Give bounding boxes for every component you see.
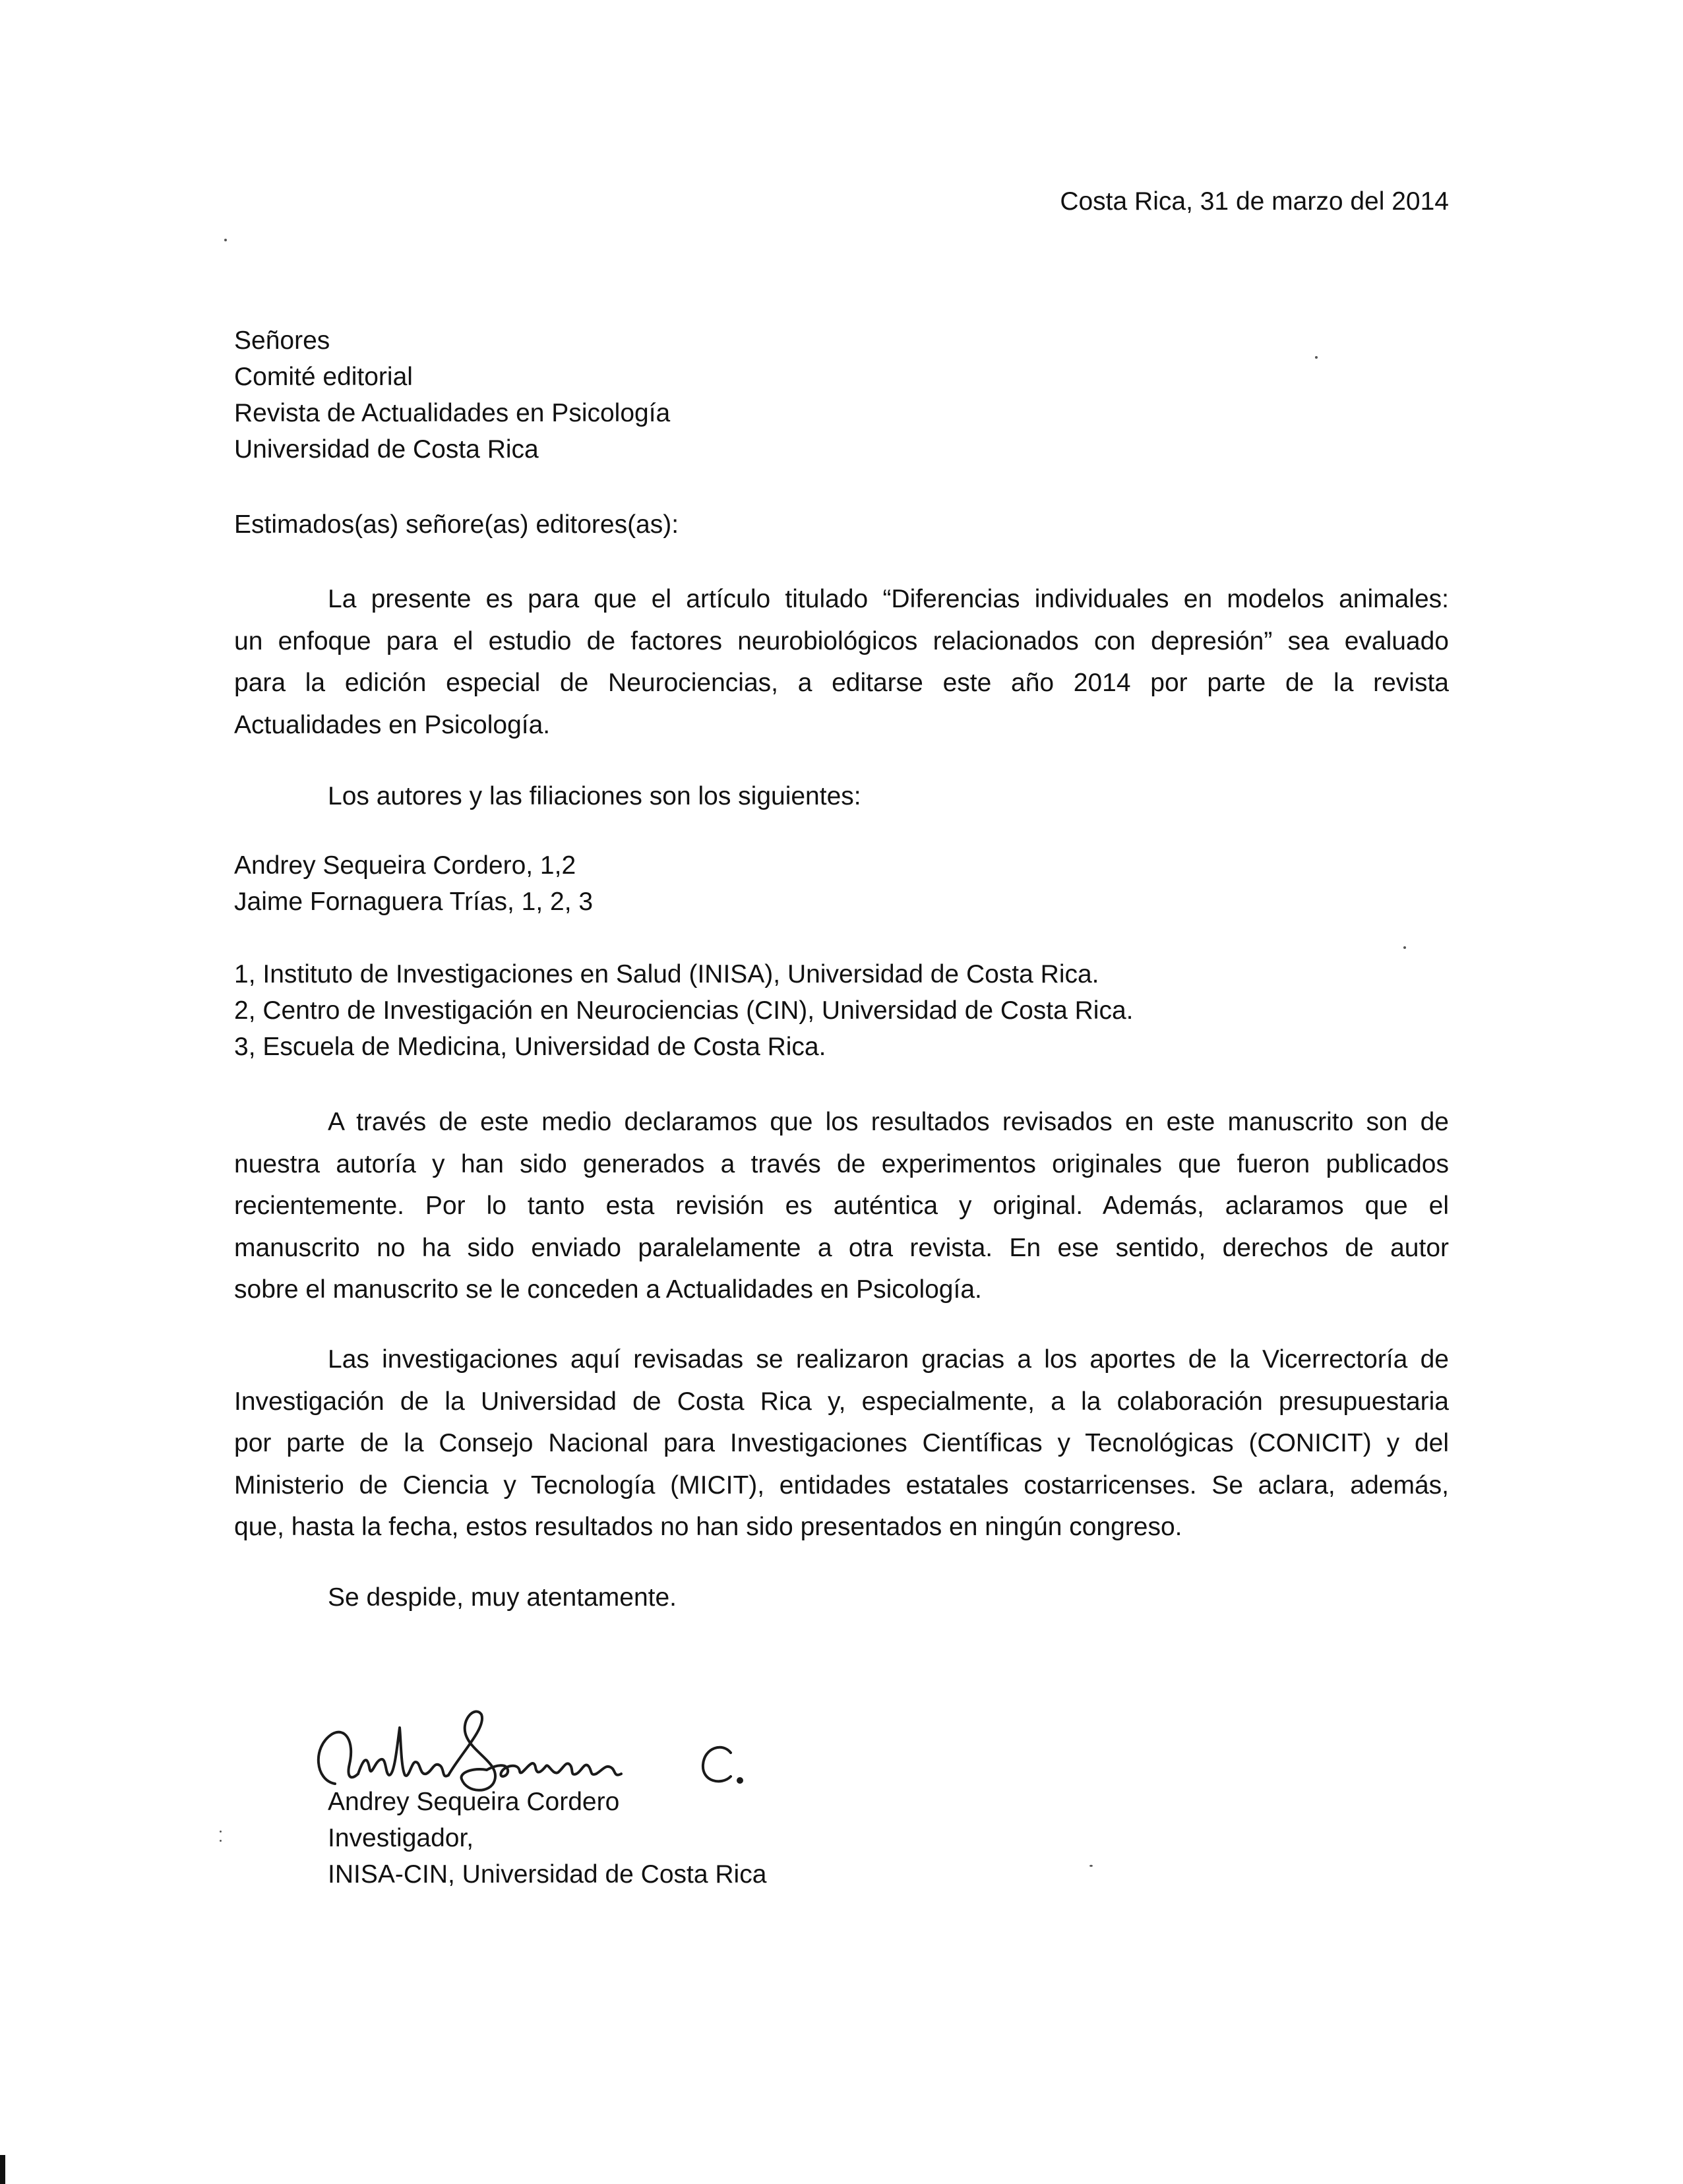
paragraph-line: Investigación de la Universidad de Costa Rica y, especialmente, a la colaboración presupuestaria	[234, 1387, 1449, 1416]
closing: Se despide, muy atentamente.	[328, 1583, 677, 1612]
paragraph-line: un enfoque para el estudio de factores neurobiológicos relacionados con depresión” sea evaluado	[234, 626, 1449, 655]
recipient-line: Señores	[234, 326, 330, 355]
paragraph-line: sobre el manuscrito se le conceden a Actualidades en Psicología.	[234, 1275, 982, 1304]
scan-speck	[1089, 1865, 1093, 1867]
recipient-line: Comité editorial	[234, 363, 413, 391]
author-line: Jaime Fornaguera Trías, 1, 2, 3	[234, 888, 594, 916]
paragraph-line: Las investigaciones aquí revisadas se realizaron gracias a los aportes de la Vicerrectoría de	[328, 1345, 1449, 1374]
paragraph-line: manuscrito no ha sido enviado paralelamente a otra revista. En ese sentido, derechos de autor	[234, 1233, 1449, 1262]
paragraph-line: Ministerio de Ciencia y Tecnología (MICIT), entidades estatales costarricenses. Se aclara, además,	[234, 1471, 1449, 1500]
scan-edge-mark	[0, 2155, 5, 2184]
scan-speck	[220, 1831, 222, 1833]
paragraph-line: Actualidades en Psicología.	[234, 710, 551, 739]
scan-speck	[224, 239, 227, 241]
authors-intro: Los autores y las filiaciones son los siguientes:	[328, 782, 861, 810]
scan-speck	[220, 1840, 222, 1842]
signer-institution: INISA-CIN, Universidad de Costa Rica	[328, 1860, 767, 1889]
paragraph-line: que, hasta la fecha, estos resultados no han sido presentados en ningún congreso.	[234, 1513, 1182, 1541]
paragraph-funding	[234, 1339, 1449, 1548]
paragraph-line: A través de este medio declaramos que los resultados revisados en este manuscrito son de	[328, 1108, 1449, 1136]
paragraph-line: nuestra autoría y han sido generados a través de experimentos originales que fueron publicados	[234, 1149, 1449, 1178]
paragraph-line: por parte de la Consejo Nacional para Investigaciones Científicas y Tecnológicas (CONICIT) y del	[234, 1429, 1449, 1457]
signer-title: Investigador,	[328, 1824, 474, 1852]
signer-name: Andrey Sequeira Cordero	[328, 1788, 620, 1816]
recipient-line: Revista de Actualidades en Psicología	[234, 399, 671, 427]
recipient-line: Universidad de Costa Rica	[234, 435, 539, 464]
paragraph-line: La presente es para que el artículo titulado “Diferencias individuales en modelos animales:	[328, 585, 1449, 613]
paragraph-line: para la edición especial de Neurociencias, a editarse este año 2014 por parte de la revista	[234, 669, 1449, 697]
paragraph-line: recientemente. Por lo tanto esta revisión es auténtica y original. Además, aclaramos que el	[234, 1192, 1449, 1220]
salutation: Estimados(as) señore(as) editores(as):	[234, 510, 679, 539]
letter-date: Costa Rica, 31 de marzo del 2014	[1060, 187, 1449, 216]
affiliation-line: 2, Centro de Investigación en Neurociencias (CIN), Universidad de Costa Rica.	[234, 996, 1134, 1025]
paragraph-submission	[234, 578, 1449, 746]
scan-speck	[1315, 356, 1318, 359]
author-line: Andrey Sequeira Cordero, 1,2	[234, 851, 576, 880]
affiliation-line: 3, Escuela de Medicina, Universidad de Costa Rica.	[234, 1033, 826, 1061]
paragraph-declaration	[234, 1101, 1449, 1311]
affiliation-line: 1, Instituto de Investigaciones en Salud (INISA), Universidad de Costa Rica.	[234, 960, 1099, 988]
scan-speck	[1403, 946, 1406, 949]
